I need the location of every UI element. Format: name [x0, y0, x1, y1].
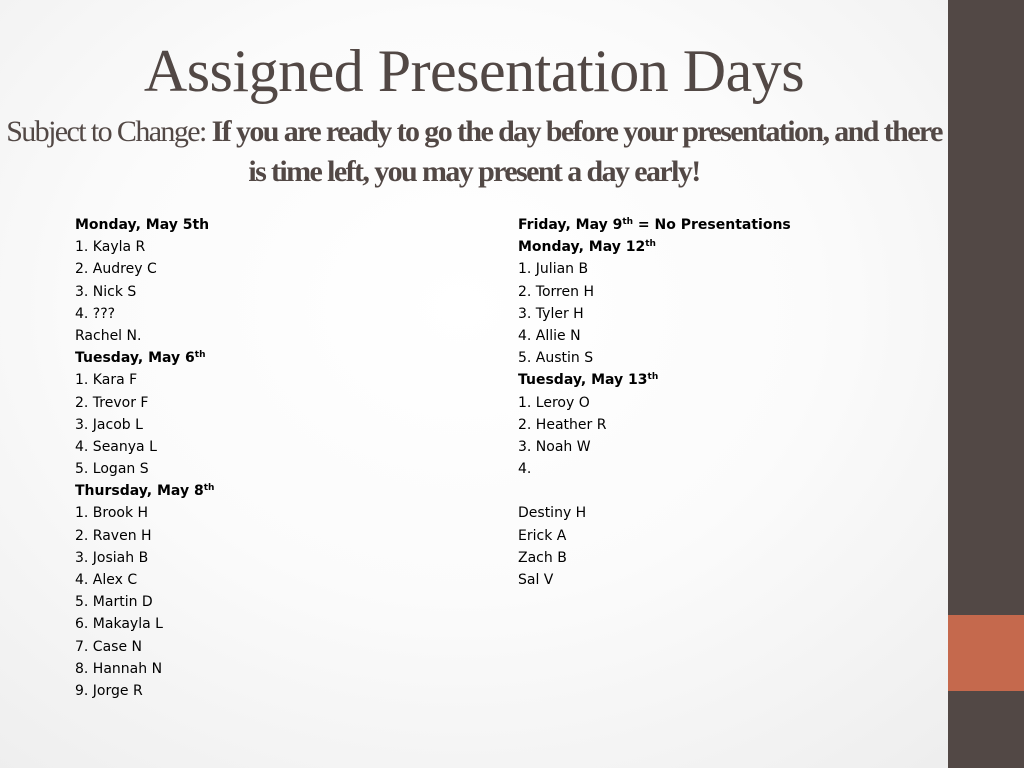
- list-item: 4. Alex C: [75, 572, 138, 588]
- day-heading-text: Friday, May 9: [518, 217, 623, 233]
- day-heading-thursday-may-8: [75, 480, 214, 502]
- list-item: 5. Martin D: [75, 594, 153, 611]
- list-item: 4. Allie N: [518, 327, 581, 344]
- list-item: 1. Leroy O: [518, 394, 590, 411]
- day-heading-monday-may-5: Monday, May 5th: [75, 217, 210, 233]
- day-heading-note: = No Presentations: [633, 217, 791, 233]
- schedule-right-column: [518, 214, 791, 591]
- list-item: 7. Case N: [75, 638, 142, 655]
- list-item: 3. Tyler H: [518, 305, 584, 322]
- decorative-side-accent: [948, 615, 1024, 691]
- blank-line: [518, 480, 791, 502]
- list-item: 3. Noah W: [518, 438, 591, 455]
- schedule-left-column: [75, 214, 214, 702]
- list-item: 3. Jacob L: [75, 416, 143, 433]
- day-heading-text: Tuesday, May 6: [75, 350, 195, 367]
- list-item: 5. Logan S: [75, 461, 149, 478]
- list-item: 2. Trevor F: [75, 394, 149, 411]
- list-item: 2. Torren H: [518, 283, 594, 300]
- day-heading-tuesday-may-6: [75, 347, 214, 369]
- list-item: 5. Austin S: [518, 350, 594, 367]
- subtitle-lead: Subject to Change:: [6, 115, 212, 148]
- subtitle-note: If you are ready to go the day before your presentation, and there is time left, you may present a day early!: [211, 115, 942, 188]
- ordinal-suffix: th: [194, 350, 206, 361]
- list-item: 8. Hannah N: [75, 660, 163, 677]
- list-item: 3. Josiah B: [75, 549, 149, 566]
- page-title: Assigned Presentation Days: [143, 38, 805, 104]
- list-item: Zach B: [518, 549, 567, 566]
- day-heading-text: Monday, May 12: [518, 239, 646, 256]
- list-item: Sal V: [518, 572, 554, 588]
- day-heading-monday-may-12: [518, 236, 791, 258]
- ordinal-suffix: th: [622, 217, 634, 227]
- list-item: 4. ???: [75, 305, 116, 322]
- day-heading-tuesday-may-13: [518, 369, 791, 391]
- ordinal-suffix: th: [203, 483, 215, 494]
- list-item: Rachel N.: [75, 327, 142, 344]
- list-item: 2. Audrey C: [75, 261, 157, 278]
- list-item: 9. Jorge R: [75, 682, 143, 699]
- list-item: 4.: [518, 461, 532, 478]
- list-item: 1. Kara F: [75, 372, 138, 389]
- page-subtitle: [0, 112, 948, 192]
- list-item: 2. Heather R: [518, 416, 607, 433]
- list-item: 2. Raven H: [75, 527, 152, 544]
- day-heading-text: Thursday, May 8: [75, 483, 204, 500]
- list-item: 1. Kayla R: [75, 239, 146, 256]
- ordinal-suffix: th: [645, 239, 656, 250]
- list-item: 1. Julian B: [518, 261, 589, 278]
- day-heading-text: Tuesday, May 13: [518, 372, 648, 389]
- list-item: 6. Makayla L: [75, 616, 163, 633]
- list-item: Erick A: [518, 527, 567, 544]
- list-item: Destiny H: [518, 505, 587, 522]
- list-item: 3. Nick S: [75, 283, 137, 300]
- list-item: 1. Brook H: [75, 505, 149, 522]
- ordinal-suffix: th: [647, 372, 659, 383]
- list-item: 4. Seanya L: [75, 438, 157, 455]
- day-heading-friday-may-9: [518, 214, 791, 236]
